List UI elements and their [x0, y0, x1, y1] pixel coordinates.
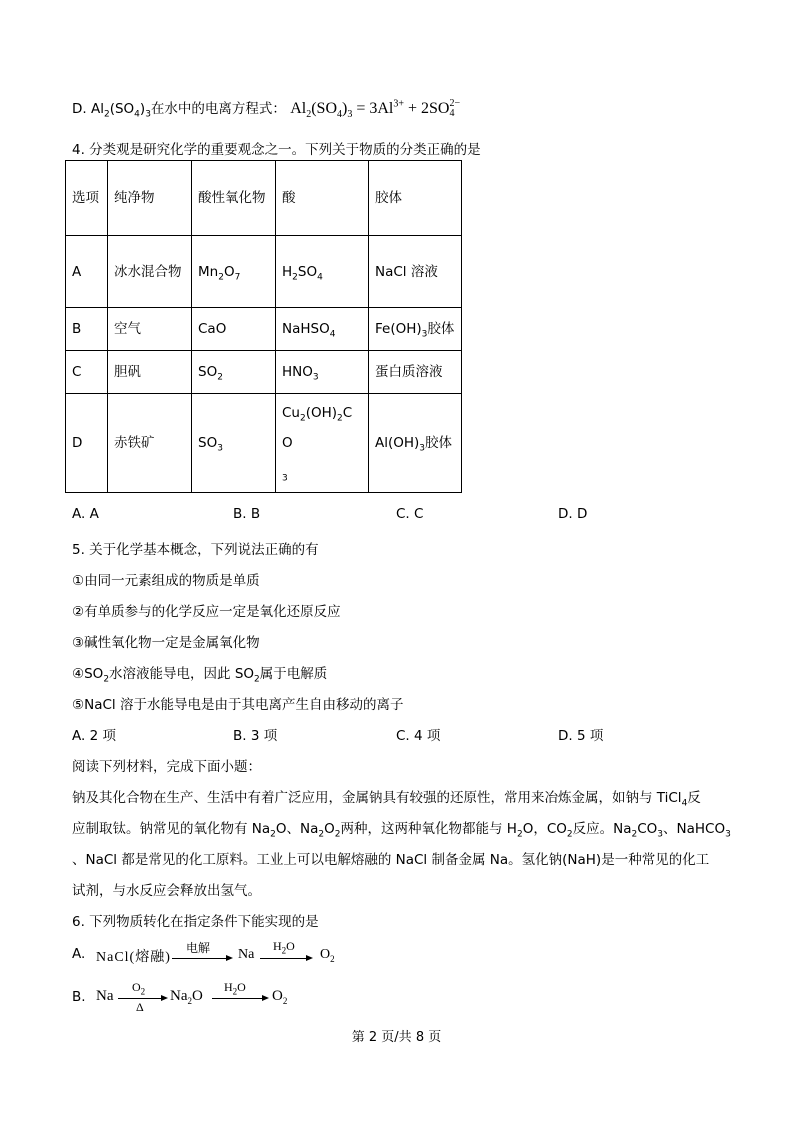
table-header-row — [66, 161, 462, 236]
q4-choice-b[interactable]: B. B — [233, 506, 261, 522]
text: (SO — [109, 101, 135, 117]
t: 2 — [337, 413, 343, 424]
t: 两种，这两种氧化物都能与 H — [340, 821, 517, 837]
q4-stem: 4. 分类观是研究化学的重要观念之一。下列关于物质的分类正确的是 — [72, 142, 481, 158]
table-row — [66, 308, 462, 351]
q5-statement-4 — [72, 662, 328, 685]
q5-statement-2: ②有单质参与的化学反应一定是氧化还原反应 — [72, 604, 341, 620]
t: Al(OH) — [375, 435, 420, 451]
t: 2− — [449, 98, 461, 110]
t: 4 — [681, 798, 688, 809]
cell-oxide — [192, 394, 276, 493]
t: 钠及其化合物在生产、生活中有着广泛应用，金属钠具有较强的还原性，常用来冶炼金属，如钠与 TiCl — [72, 790, 682, 806]
arrow-line — [118, 998, 161, 999]
t: O — [324, 821, 335, 837]
t: 3 — [725, 829, 731, 840]
t: NaHSO — [282, 321, 330, 337]
table-row — [66, 351, 462, 394]
q6-b-cond1 — [132, 980, 145, 995]
t: 2 — [103, 674, 110, 685]
t: 3 — [657, 829, 664, 840]
reading-line-1 — [72, 786, 701, 809]
page-footer: 第 2 页/共 8 页 — [351, 1030, 442, 1045]
q3-option-d — [72, 97, 460, 119]
cell-pure: 胆矾 — [108, 351, 192, 394]
cell-colloid: NaCl 溶液 — [369, 236, 462, 308]
t: 反应。Na — [572, 821, 632, 837]
t: SO — [198, 364, 218, 380]
t: 2 — [318, 829, 325, 840]
t: 胶体 — [427, 321, 455, 337]
t: O — [320, 947, 331, 962]
t: 2 — [217, 372, 223, 383]
t: (SO — [311, 100, 337, 117]
t: 反 — [687, 790, 701, 806]
header-cell: 酸 — [276, 161, 369, 236]
q6-a-start: NaCl(熔融) — [96, 950, 171, 965]
arrow-line — [260, 958, 306, 959]
t: 胶体 — [425, 435, 453, 451]
header-cell: 纯净物 — [108, 161, 192, 236]
table-row — [66, 394, 462, 493]
t: = 3Al — [352, 100, 394, 117]
reading-line-2 — [72, 817, 731, 840]
t: O、Na — [275, 821, 319, 837]
t: H — [273, 939, 282, 953]
t: O，CO — [522, 821, 567, 837]
q4-choice-a[interactable]: A. A — [72, 506, 99, 522]
t: O — [192, 988, 203, 1004]
t: CO — [637, 821, 658, 837]
t: O — [272, 988, 283, 1004]
q6-b-cond2 — [224, 980, 246, 995]
t: Al — [290, 100, 307, 117]
t: 3 — [347, 109, 353, 121]
t: 2 — [334, 829, 341, 840]
t: ④SO — [72, 666, 104, 682]
q5-choice-b[interactable]: B. 3 项 — [233, 728, 278, 744]
cell-pure: 赤铁矿 — [108, 394, 192, 493]
arrowhead-icon — [226, 955, 233, 961]
classification-table — [65, 160, 462, 493]
t: 4 — [337, 109, 342, 121]
t: ) — [342, 100, 348, 117]
t: H — [224, 980, 233, 994]
text: ) — [139, 101, 146, 117]
t: 、NaHCO — [663, 821, 726, 837]
t: 2 — [187, 996, 192, 1006]
t: Na — [170, 988, 188, 1004]
t: 水溶液能导电，因此 SO — [109, 666, 255, 682]
cell-option: D — [66, 394, 108, 493]
reading-line-3: 、NaCl 都是常见的化工原料。工业上可以电解熔融的 NaCl 制备金属 Na。氢化钠(NaH)是一种常见的化工 — [72, 852, 710, 868]
cell-oxide — [192, 351, 276, 394]
reading-line-4: 试剂，与水反应会释放出氢气。 — [72, 883, 261, 899]
t: 2 — [306, 109, 312, 121]
t: 2 — [140, 986, 146, 997]
text: 在水中的电离方程式： — [150, 101, 286, 117]
t: + 2SO — [404, 100, 450, 117]
t: 2 — [270, 829, 276, 840]
t: 2 — [292, 272, 298, 283]
q5-choice-c[interactable]: C. 4 项 — [396, 728, 441, 744]
q6-b-end — [272, 988, 287, 1005]
q6-option-b-label[interactable]: B. — [72, 989, 86, 1005]
cell-option: A — [66, 236, 108, 308]
arrowhead-icon — [262, 995, 269, 1001]
t: 4 — [449, 108, 455, 120]
q4-choice-c[interactable]: C. C — [396, 506, 424, 522]
t: 属于电解质 — [259, 666, 328, 682]
t: O — [132, 980, 141, 994]
t: 应制取钛。钠常见的氧化物有 Na — [72, 821, 271, 837]
cell-acid — [276, 236, 369, 308]
cell-acid — [276, 308, 369, 351]
cell-option: C — [66, 351, 108, 394]
t: SO — [198, 435, 218, 451]
sub: 4 — [134, 109, 140, 120]
t: 2 — [232, 986, 238, 997]
q6-b-start: Na — [96, 988, 114, 1004]
q5-statement-1: ①由同一元素组成的物质是单质 — [72, 573, 260, 589]
t: 7 — [234, 272, 241, 283]
t: 2 — [631, 829, 638, 840]
t: 3 — [419, 443, 426, 454]
t: Mn — [198, 263, 219, 280]
cell-colloid: 蛋白质溶液 — [369, 351, 462, 394]
t: 4 — [329, 329, 336, 340]
cell-acid — [276, 351, 369, 394]
q6-stem: 6. 下列物质转化在指定条件下能实现的是 — [72, 914, 319, 930]
q6-a-end — [320, 947, 335, 963]
cell-acid — [276, 394, 369, 493]
q5-choice-a[interactable]: A. 2 项 — [72, 728, 116, 744]
q5-choice-d[interactable]: D. 5 项 — [558, 728, 604, 744]
q6-b-mid — [170, 988, 203, 1005]
t: 3 — [282, 473, 288, 484]
t: Cu — [282, 405, 300, 421]
sub: 3 — [145, 109, 151, 120]
header-cell: 胶体 — [369, 161, 462, 236]
t: 3 — [217, 443, 223, 454]
t: 2 — [281, 945, 287, 956]
t: HNO — [282, 364, 313, 380]
cell-option: B — [66, 308, 108, 351]
text: D. Al — [72, 101, 104, 117]
t: 2 — [566, 829, 573, 840]
t: 4 — [317, 272, 323, 283]
t: 2 — [330, 953, 335, 964]
q5-statement-5: ⑤NaCl 溶于水能导电是由于其电离产生自由移动的离子 — [72, 697, 404, 713]
cell-pure: 冰水混合物 — [108, 236, 192, 308]
t: Fe(OH) — [375, 321, 422, 337]
arrow-line — [172, 958, 226, 959]
q5-stem: 5. 关于化学基本概念，下列说法正确的有 — [72, 542, 319, 558]
q4-choice-d[interactable]: D. D — [558, 506, 588, 522]
header-cell: 选项 — [66, 161, 108, 236]
t: 2 — [516, 829, 523, 840]
q6-a-cond2 — [273, 939, 295, 954]
t: 2 — [282, 996, 288, 1006]
arrow-line — [212, 998, 262, 999]
sub: 2 — [103, 109, 110, 120]
t: O — [286, 939, 295, 953]
t: 2 — [299, 413, 306, 424]
t: H — [282, 263, 293, 280]
cell-pure: 空气 — [108, 308, 192, 351]
t: 3 — [421, 329, 428, 340]
t: 3 — [312, 372, 319, 383]
t: O — [237, 980, 246, 994]
q6-option-a-label[interactable]: A. — [72, 946, 86, 962]
table-row — [66, 236, 462, 308]
t: 2 — [218, 272, 224, 283]
reading-intro: 阅读下列材料，完成下面小题： — [72, 759, 261, 775]
cell-colloid — [369, 394, 462, 493]
arrowhead-icon — [306, 955, 313, 961]
cell-oxide: CaO — [192, 308, 276, 351]
t: CO — [282, 405, 353, 451]
t: O — [223, 263, 235, 280]
header-cell: 酸性氧化物 — [192, 161, 276, 236]
arrowhead-icon — [161, 995, 168, 1001]
q5-statement-3: ③碱性氧化物一定是金属氧化物 — [72, 635, 260, 651]
q6-a-mid: Na — [238, 947, 255, 962]
t: 3+ — [393, 98, 404, 110]
ionization-equation — [290, 98, 461, 121]
q6-a-cond1: 电解 — [186, 941, 211, 955]
cell-colloid — [369, 308, 462, 351]
t: 2 — [254, 674, 260, 685]
q6-b-cond1-below: Δ — [136, 1000, 144, 1014]
t: SO — [297, 263, 318, 280]
t: (OH) — [305, 405, 338, 421]
cell-oxide — [192, 236, 276, 308]
